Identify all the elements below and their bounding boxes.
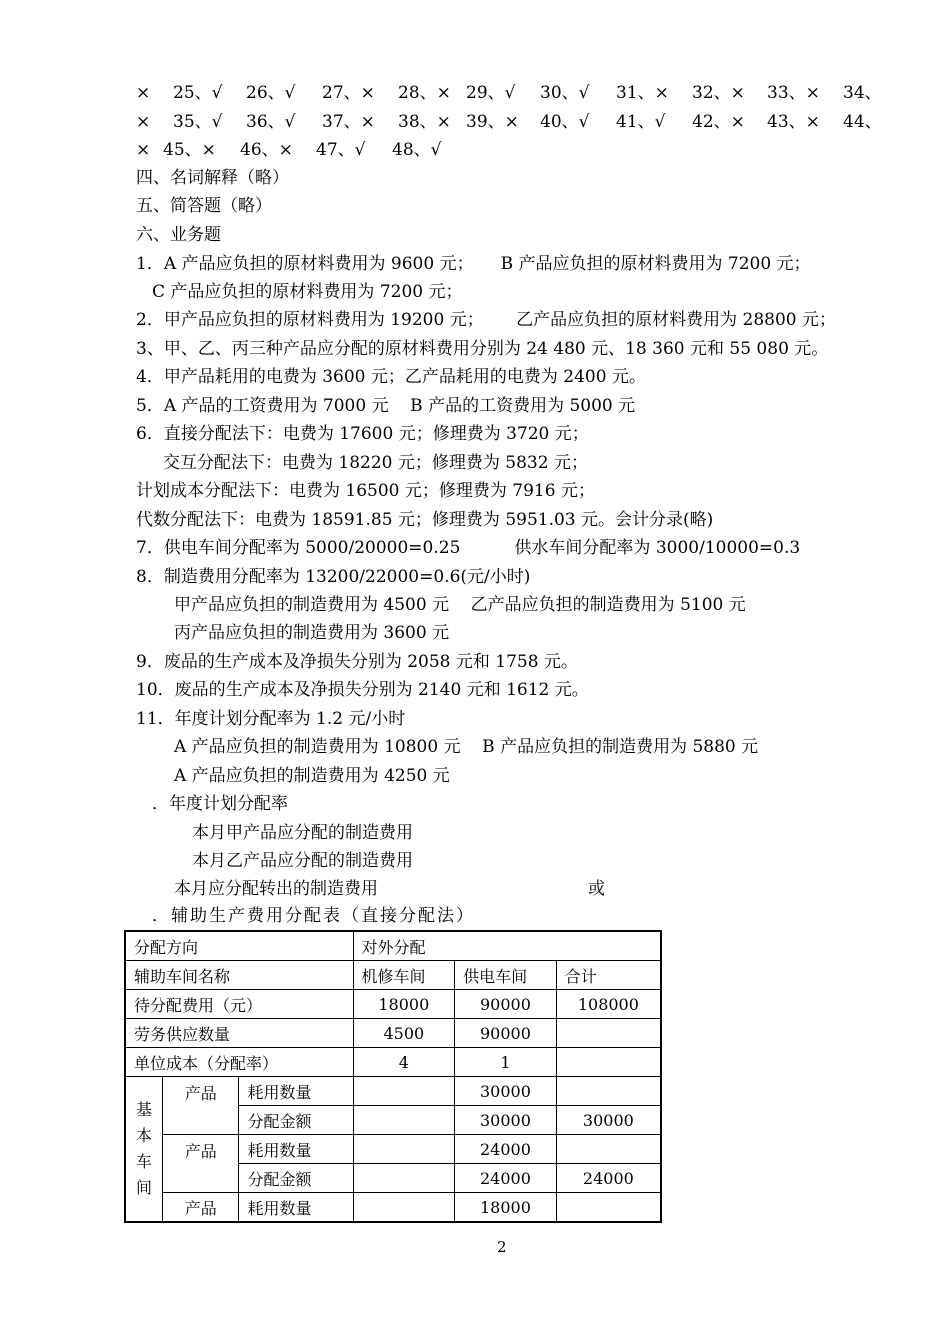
answer-line: 或	[588, 879, 605, 899]
table-cell: 90000	[455, 1019, 557, 1048]
table-cell: 108000	[556, 990, 661, 1019]
answer-item: 29、√	[466, 83, 516, 103]
table-cell: 24000	[556, 1164, 661, 1193]
answer-item: 42、×	[692, 112, 745, 132]
answer-line: 6．直接分配法下：电费为 17600 元；修理费为 3720 元；	[136, 424, 589, 444]
answer-line: 9．废品的生产成本及净损失分别为 2058 元和 1758 元。	[136, 652, 578, 672]
answer-item: 45、×	[163, 140, 216, 160]
section-heading: 四、名词解释（略）	[136, 168, 289, 188]
answer-item: 39、×	[466, 112, 519, 132]
answer-line: A 产品应负担的制造费用为 10800 元 B 产品应负担的制造费用为 5880 元	[174, 737, 759, 757]
table-cell: 分配金额	[239, 1164, 353, 1193]
table-row	[125, 961, 661, 990]
table-cell: 机修车间	[353, 961, 455, 990]
answer-line: 本月乙产品应分配的制造费用	[192, 851, 413, 871]
answer-item: 31、×	[616, 83, 669, 103]
table-row	[125, 1135, 661, 1164]
table-cell	[353, 1164, 455, 1193]
answer-item: ×	[136, 140, 151, 160]
table-cell: 辅助车间名称	[125, 961, 353, 990]
answer-item: 36、√	[246, 112, 296, 132]
answer-item: 34、	[843, 83, 882, 103]
answer-line: 交互分配法下：电费为 18220 元；修理费为 5832 元；	[163, 453, 588, 473]
table-cell	[556, 1048, 661, 1077]
table-row	[125, 1019, 661, 1048]
answer-item: 41、√	[616, 112, 666, 132]
vertical-char: 车	[135, 1152, 152, 1171]
product-cell: 产品	[162, 1193, 239, 1223]
table-row	[125, 990, 661, 1019]
answer-line: 本月应分配转出的制造费用	[174, 879, 378, 899]
table-cell: 18000	[455, 1193, 557, 1223]
answer-item: 47、√	[316, 140, 366, 160]
section-heading: 五、简答题（略）	[136, 196, 272, 216]
answer-item: ×	[136, 83, 151, 103]
table-cell	[556, 1019, 661, 1048]
table-cell: 30000	[455, 1106, 557, 1135]
table-cell: 供电车间	[455, 961, 557, 990]
product-cell: 产品	[162, 1077, 239, 1135]
table-cell	[556, 1135, 661, 1164]
table-cell	[353, 1135, 455, 1164]
answer-item: 37、×	[322, 112, 375, 132]
vertical-char: 间	[135, 1178, 152, 1197]
table-row	[125, 931, 661, 961]
answer-line: 8．制造费用分配率为 13200/22000=0.6(元/小时)	[136, 567, 531, 587]
table-cell: 分配金额	[239, 1106, 353, 1135]
answer-line: 1．A 产品应负担的原材料费用为 9600 元； B 产品应负担的原材料费用为 7200 元；	[136, 254, 811, 274]
table-cell: 单位成本（分配率）	[125, 1048, 353, 1077]
allocation-table	[124, 930, 662, 1223]
answer-item: 32、×	[692, 83, 745, 103]
answer-item: 43、×	[767, 112, 820, 132]
table-cell: 18000	[353, 990, 455, 1019]
table-title: ．辅助生产费用分配表（直接分配法）	[152, 906, 475, 926]
answer-line: 10．废品的生产成本及净损失分别为 2140 元和 1612 元。	[136, 680, 589, 700]
table-cell: 耗用数量	[239, 1193, 353, 1223]
answer-item: 25、√	[173, 83, 223, 103]
answer-item: 28、×	[398, 83, 451, 103]
vertical-char: 本	[135, 1126, 152, 1145]
table-cell: 30000	[556, 1106, 661, 1135]
answer-item: 27、×	[322, 83, 375, 103]
answer-line: C 产品应负担的原材料费用为 7200 元；	[152, 282, 463, 302]
answer-line: 本月甲产品应分配的制造费用	[192, 823, 413, 843]
table-cell	[556, 1193, 661, 1223]
table-cell: 4	[353, 1048, 455, 1077]
table-cell: 24000	[455, 1164, 557, 1193]
answer-line: A 产品应负担的制造费用为 4250 元	[174, 766, 450, 786]
answer-line: 11．年度计划分配率为 1.2 元/小时	[136, 709, 406, 729]
answer-line: 5．A 产品的工资费用为 7000 元 B 产品的工资费用为 5000 元	[136, 396, 636, 416]
answer-item: 46、×	[240, 140, 293, 160]
answer-line: 4．甲产品耗用的电费为 3600 元；乙产品耗用的电费为 2400 元。	[136, 367, 646, 387]
table-cell: 合计	[556, 961, 661, 990]
table-cell	[353, 1077, 455, 1106]
table-cell: 分配方向	[125, 931, 353, 961]
table-cell	[556, 1077, 661, 1106]
answer-line: 甲产品应负担的制造费用为 4500 元 乙产品应负担的制造费用为 5100 元	[174, 595, 746, 615]
table-cell: 1	[455, 1048, 557, 1077]
answer-item: 33、×	[767, 83, 820, 103]
vertical-label	[125, 1077, 162, 1223]
answer-line: 2．甲产品应负担的原材料费用为 19200 元； 乙产品应负担的原材料费用为 28800 元；	[136, 310, 837, 330]
answer-line: 代数分配法下：电费为 18591.85 元；修理费为 5951.03 元。会计分录(略)	[136, 510, 714, 530]
answer-item: 35、√	[173, 112, 223, 132]
table-cell: 4500	[353, 1019, 455, 1048]
table-row	[125, 1077, 661, 1106]
answer-line: 计划成本分配法下：电费为 16500 元；修理费为 7916 元；	[136, 481, 595, 501]
answer-item: 38、×	[398, 112, 451, 132]
answer-line: 3、甲、乙、丙三种产品应分配的原材料费用分别为 24 480 元、18 360 元和 55 080 元。	[136, 339, 829, 359]
vertical-char: 基	[135, 1100, 152, 1119]
table-cell: 耗用数量	[239, 1077, 353, 1106]
answer-line: 7．供电车间分配率为 5000/20000=0.25 供水车间分配率为 3000/10000=0.3	[136, 538, 801, 558]
table-row	[125, 1048, 661, 1077]
table-cell: 90000	[455, 990, 557, 1019]
product-cell: 产品	[162, 1135, 239, 1193]
page-number: 2	[497, 1238, 507, 1256]
table-cell: 待分配费用（元）	[125, 990, 353, 1019]
table-cell	[353, 1193, 455, 1223]
table-cell: 30000	[455, 1077, 557, 1106]
table-cell: 对外分配	[353, 931, 661, 961]
answer-line: 丙产品应负担的制造费用为 3600 元	[174, 623, 450, 643]
answer-item: 48、√	[392, 140, 442, 160]
answer-item: 44、	[843, 112, 882, 132]
answer-item: 26、√	[246, 83, 296, 103]
table-cell	[353, 1106, 455, 1135]
answer-item: ×	[136, 112, 151, 132]
table-cell: 耗用数量	[239, 1135, 353, 1164]
section-heading: 六、业务题	[136, 225, 221, 245]
table-row	[125, 1193, 661, 1223]
table-cell: 劳务供应数量	[125, 1019, 353, 1048]
table-cell: 24000	[455, 1135, 557, 1164]
answer-item: 30、√	[540, 83, 590, 103]
answer-line: ．年度计划分配率	[152, 794, 288, 814]
answer-item: 40、√	[540, 112, 590, 132]
